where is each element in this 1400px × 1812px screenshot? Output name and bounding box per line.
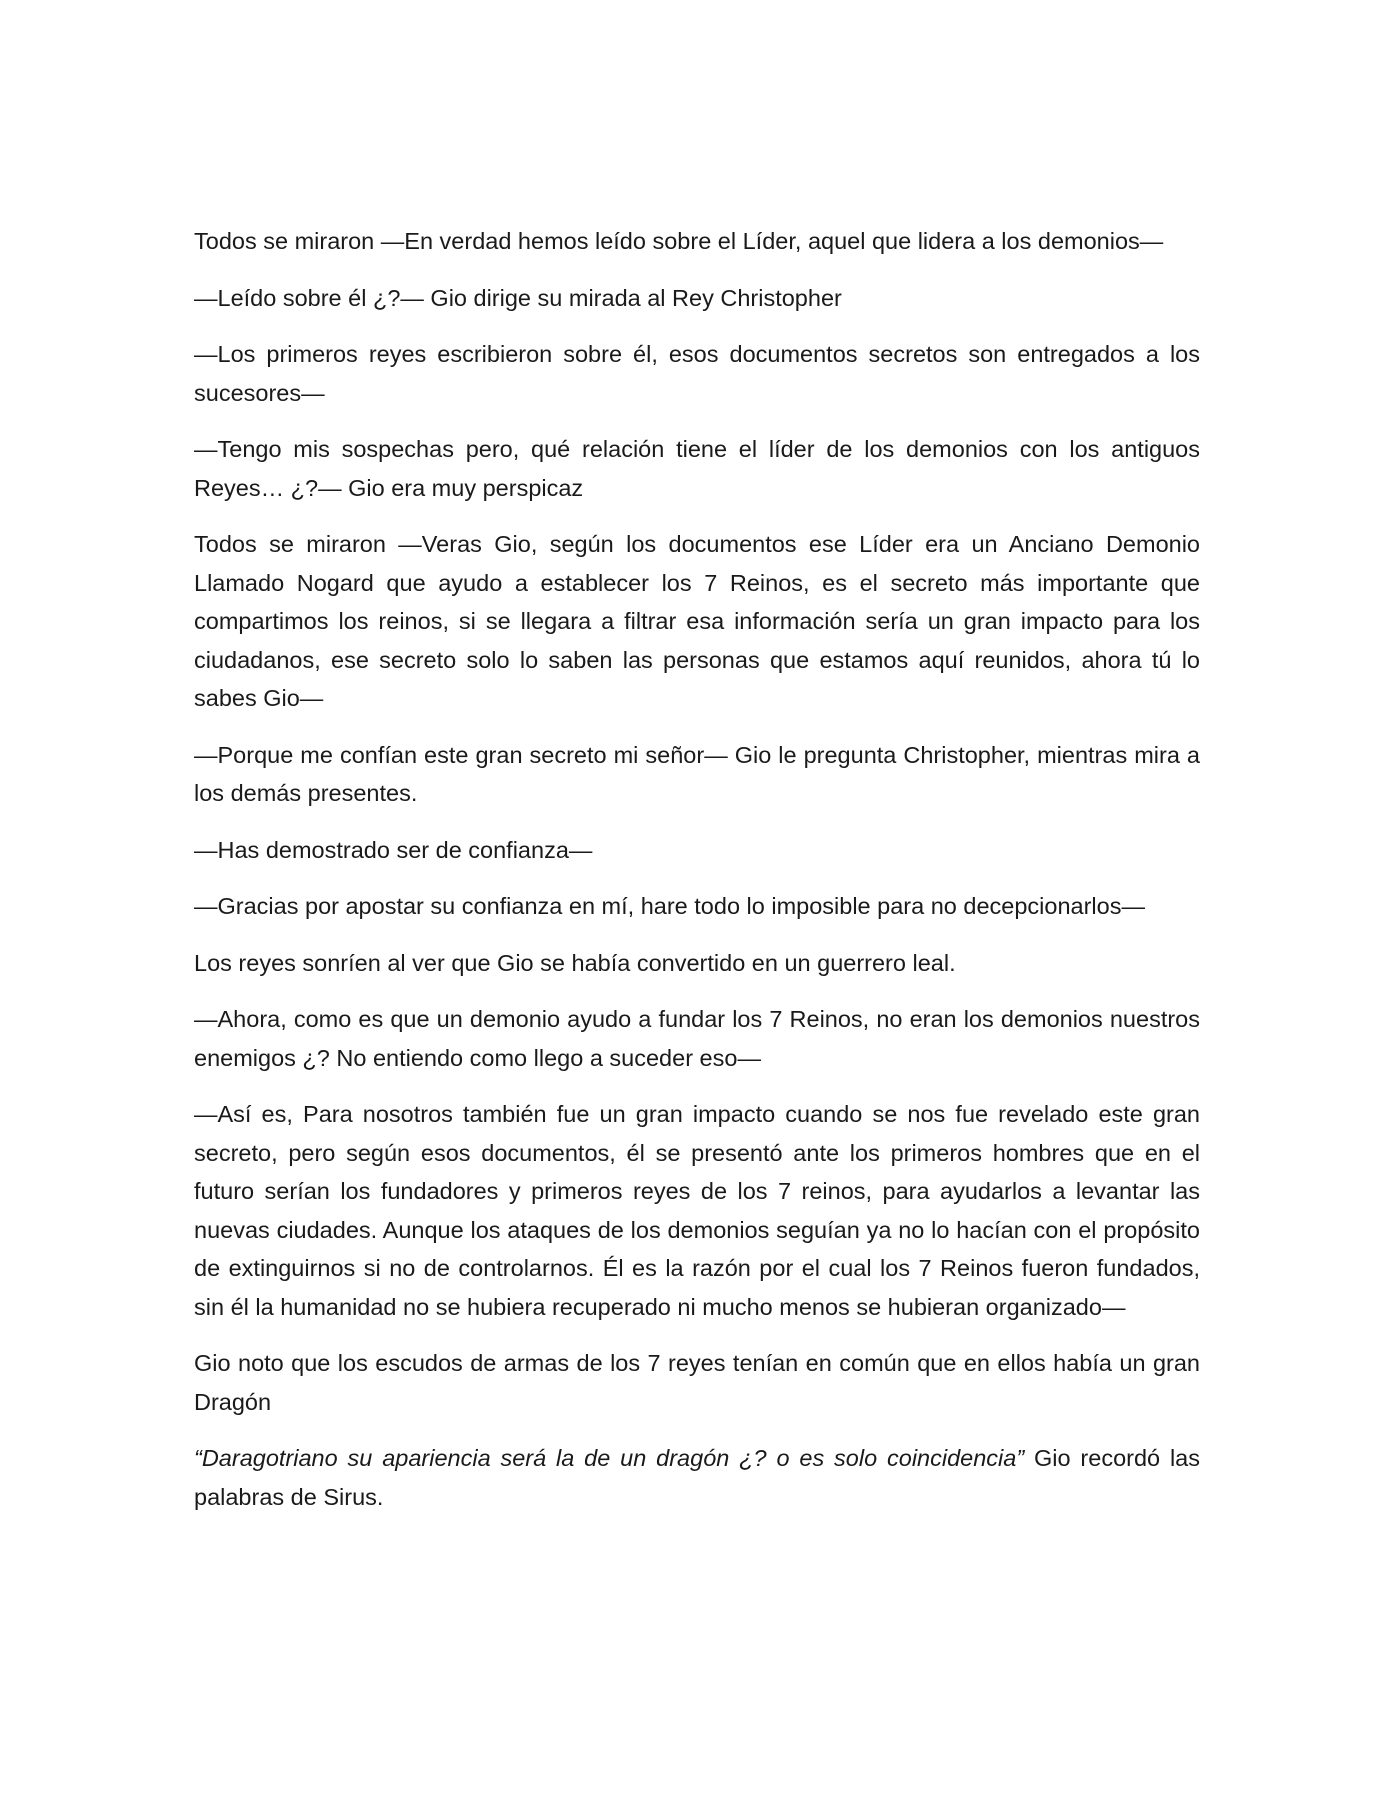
document-body	[194, 222, 1200, 1534]
paragraph-13	[194, 1439, 1200, 1516]
paragraph-3: —Los primeros reyes escribieron sobre él, esos documentos secretos son entregados a los sucesores—	[194, 341, 1200, 406]
paragraph-2: —Leído sobre él ¿?— Gio dirige su mirada al Rey Christopher	[194, 284, 842, 311]
paragraph-11: —Así es, Para nosotros también fue un gran impacto cuando se nos fue revelado este gran secreto, pero según esos documentos, él se presentó ante los primeros hombres que en el futuro serían los fundadores y primeros reyes de los 7 reinos, para ayudarlos a levantar las nuevas ciudades. Aunque los ataques de los demonios seguían ya no lo hacían con el propósito de extinguirnos si no de controlarnos. Él es la razón por el cual los 7 Reinos fueron fundados, sin él la humanidad no se hubiera recuperado ni mucho menos se hubieran organizado—	[194, 1101, 1200, 1320]
paragraph-9: Los reyes sonríen al ver que Gio se había convertido en un guerrero leal.	[194, 949, 956, 976]
paragraph-10: —Ahora, como es que un demonio ayudo a fundar los 7 Reinos, no eran los demonios nuestros enemigos ¿? No entiendo como llego a suceder eso—	[194, 1006, 1200, 1071]
italic-quote: “Daragotriano su apariencia será la de un dragón ¿? o es solo coincidencia”	[194, 1445, 1025, 1471]
paragraph-4: —Tengo mis sospechas pero, qué relación tiene el líder de los demonios con los antiguos Reyes… ¿?— Gio era muy perspicaz	[194, 436, 1200, 501]
quote-attribution: Gio recordó las palabras de Sirus.	[194, 1445, 1200, 1510]
paragraph-5: Todos se miraron —Veras Gio, según los documentos ese Líder era un Anciano Demonio Llamado Nogard que ayudo a establecer los 7 Reinos, es el secreto más importante que compartimos los reinos, si se llegara a filtrar esa información sería un gran impacto para los ciudadanos, ese secreto solo lo saben las personas que estamos aquí reunidos, ahora tú lo sabes Gio—	[194, 531, 1200, 711]
paragraph-1: Todos se miraron —En verdad hemos leído sobre el Líder, aquel que lidera a los demonios—	[194, 228, 1164, 254]
paragraph-12: Gio noto que los escudos de armas de los 7 reyes tenían en común que en ellos había un gran Dragón	[194, 1350, 1200, 1415]
paragraph-6: —Porque me confían este gran secreto mi señor— Gio le pregunta Christopher, mientras mira a los demás presentes.	[194, 741, 1200, 806]
paragraph-7: —Has demostrado ser de confianza—	[194, 836, 593, 863]
paragraph-8: —Gracias por apostar su confianza en mí, hare todo lo imposible para no decepcionarlos—	[194, 893, 1145, 919]
